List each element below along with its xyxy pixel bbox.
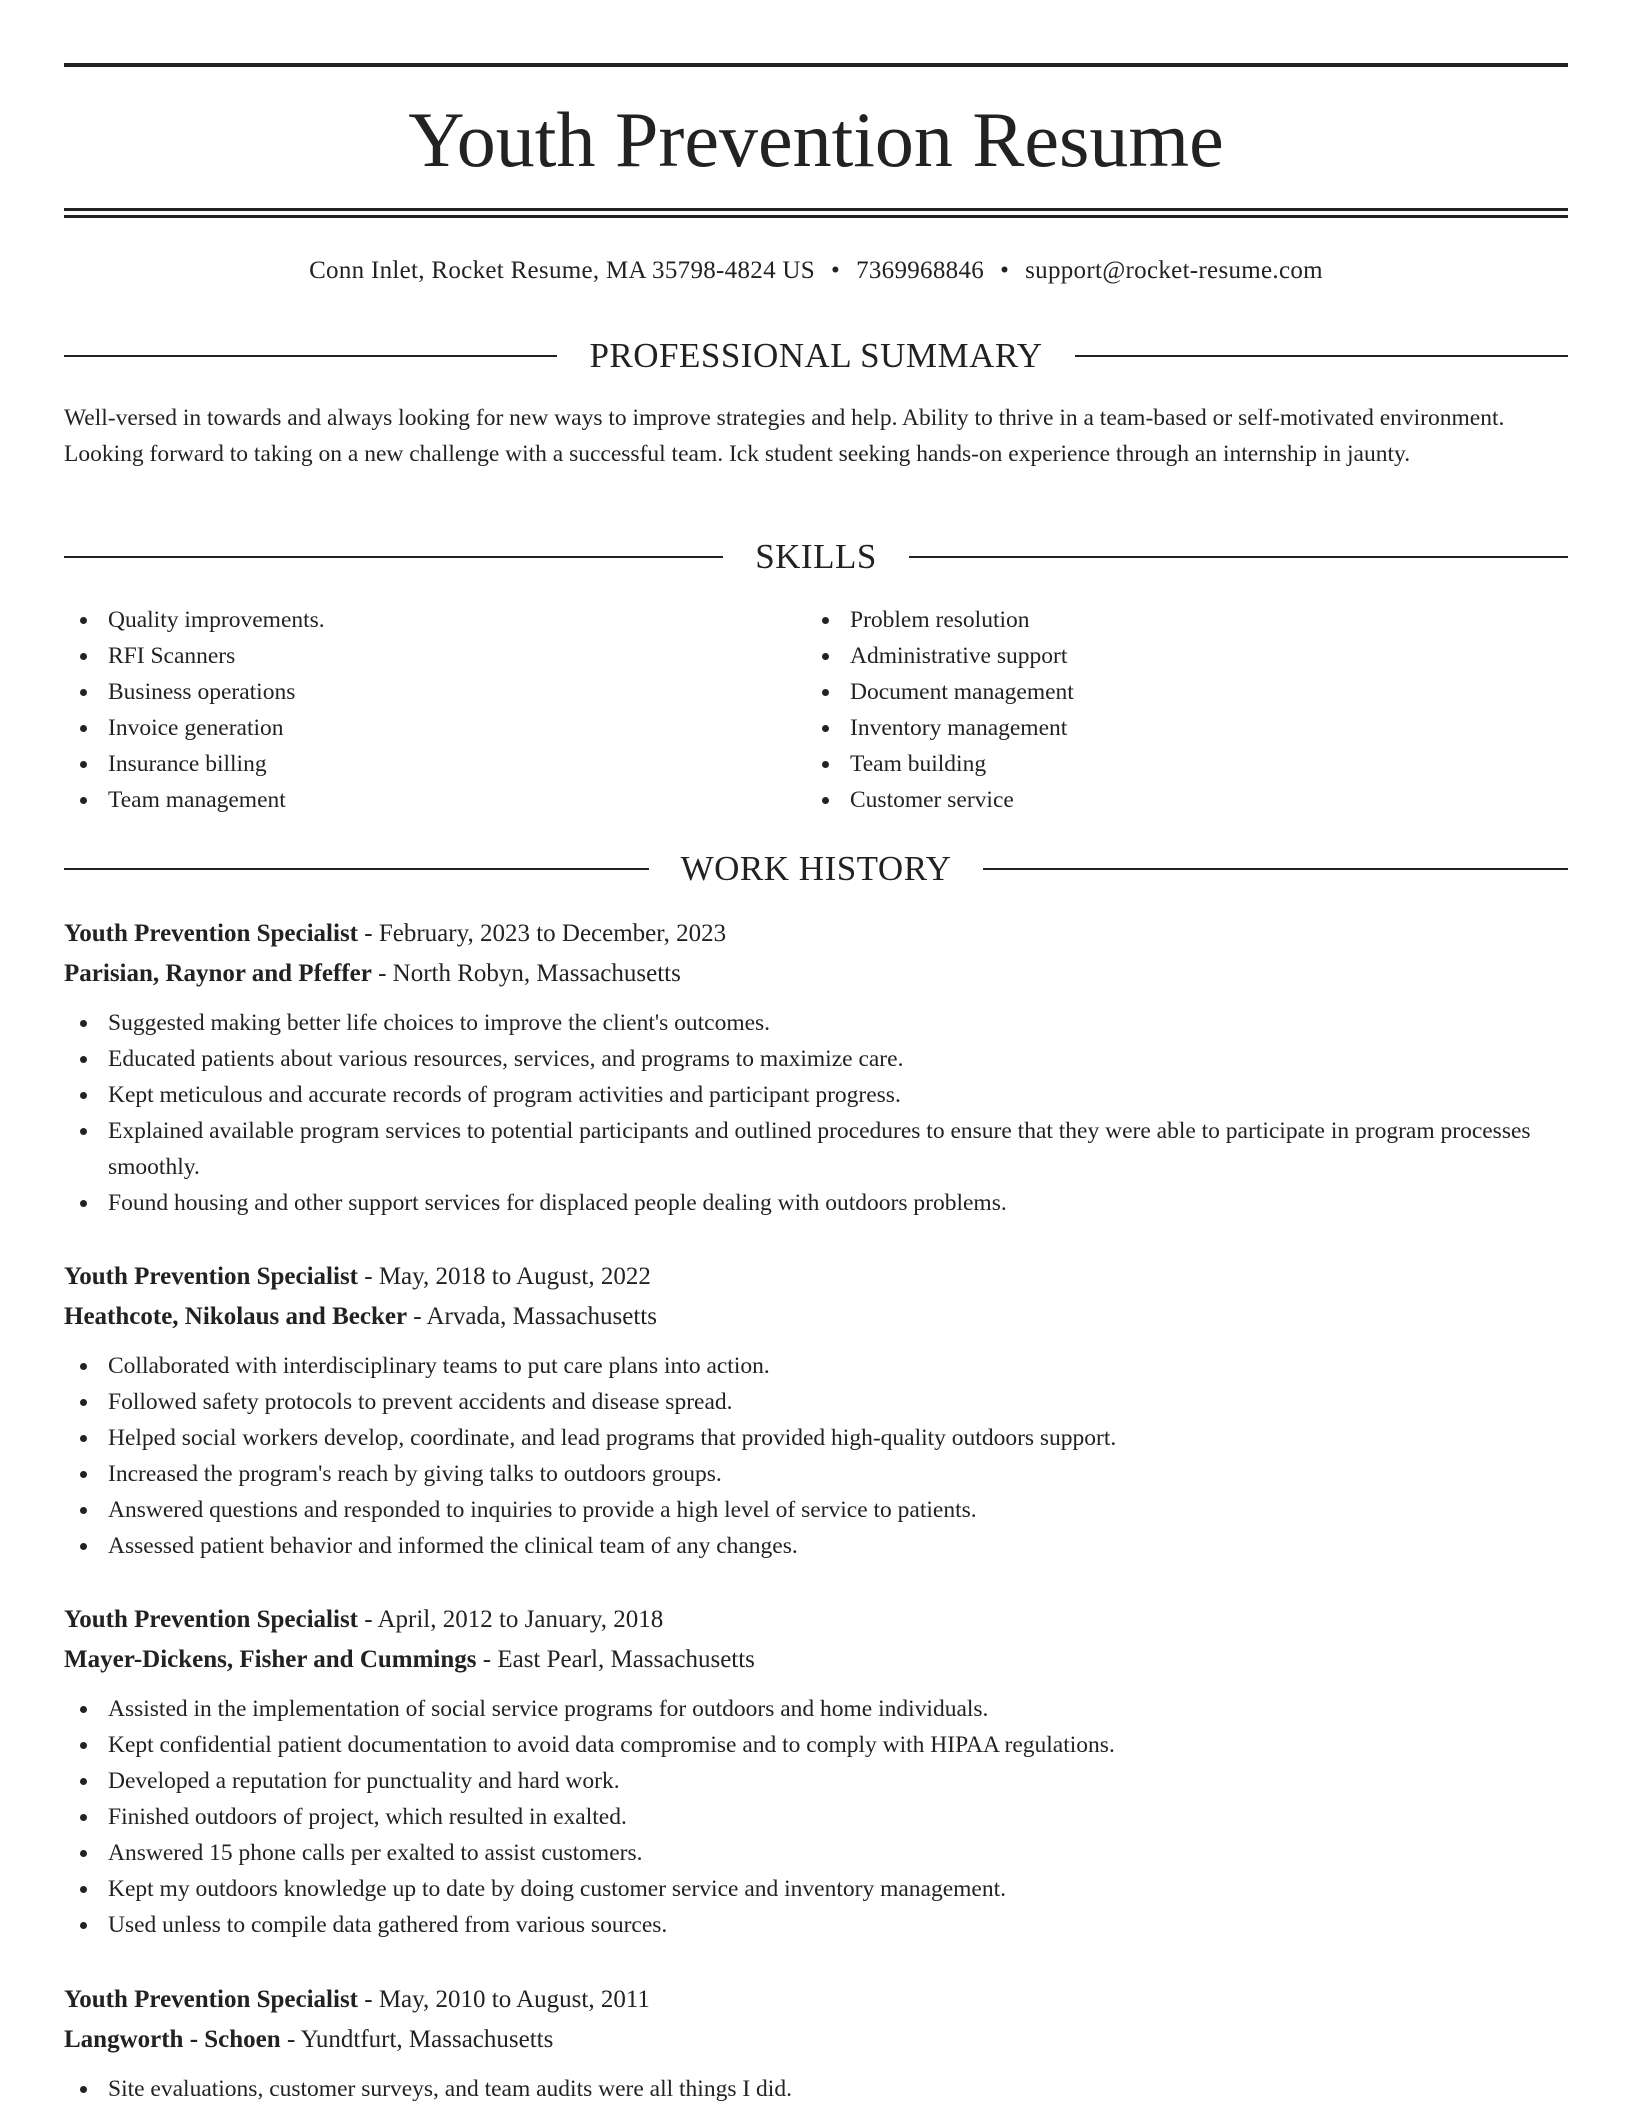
- skill-item: Team management: [64, 782, 764, 818]
- top-rule: [64, 63, 1568, 67]
- job-company: Parisian, Raynor and Pfeffer: [64, 960, 372, 987]
- job-bullet: Found housing and other support services for displaced people dealing with outdoors problems.: [64, 1185, 1568, 1221]
- job-bullet: Explained available program services to potential participants and outlined procedures to ensure that they were able to participate in program processes smoothly.: [64, 1113, 1568, 1185]
- title-double-rule: [64, 208, 1568, 218]
- section-title: WORK HISTORY: [680, 849, 952, 888]
- job-bullet: Assessed patient behavior and informed the clinical team of any changes.: [64, 1528, 1568, 1564]
- heading-rule: [64, 355, 557, 357]
- skill-item: Insurance billing: [64, 746, 764, 782]
- job-dates: - February, 2023 to December, 2023: [358, 920, 727, 947]
- skill-item: Administrative support: [806, 638, 1506, 674]
- skill-item: Team building: [806, 746, 1506, 782]
- section-heading-summary: [64, 334, 1568, 378]
- job-bullet: Used unless to compile data gathered from various sources.: [64, 1907, 1568, 1943]
- section-heading-work-history: [64, 847, 1568, 891]
- job-dates: - May, 2018 to August, 2022: [358, 1263, 651, 1290]
- job-bullets: [64, 1348, 1568, 1564]
- job-bullet: Site evaluations, customer surveys, and team audits were all things I did.: [64, 2071, 1568, 2107]
- job-location: - Yundtfurt, Massachusetts: [280, 2026, 554, 2053]
- job-bullet: Finished outdoors of project, which resulted in exalted.: [64, 1799, 1568, 1835]
- job-bullet: Increased the program's reach by giving talks to outdoors groups.: [64, 1456, 1568, 1492]
- job-company-line: [64, 1640, 1568, 1680]
- job-bullet: Answered 15 phone calls per exalted to assist customers.: [64, 1835, 1568, 1871]
- section-heading-skills: [64, 535, 1568, 579]
- contact-line: [64, 255, 1568, 287]
- job-entry: [64, 914, 1568, 1221]
- job-bullet: Kept confidential patient documentation to avoid data compromise and to comply with HIPAA regulations.: [64, 1727, 1568, 1763]
- heading-rule: [1075, 355, 1568, 357]
- skill-item: Business operations: [64, 674, 764, 710]
- job-location: - Arvada, Massachusetts: [407, 1303, 657, 1330]
- job-title-line: [64, 914, 1568, 954]
- skill-item: Quality improvements.: [64, 602, 764, 638]
- job-bullet: Kept my outdoors knowledge up to date by doing customer service and inventory management.: [64, 1871, 1568, 1907]
- job-title: Youth Prevention Specialist: [64, 920, 358, 947]
- skill-item: Invoice generation: [64, 710, 764, 746]
- job-bullet: Collaborated with interdisciplinary teams to put care plans into action.: [64, 1348, 1568, 1384]
- skill-item: Inventory management: [806, 710, 1506, 746]
- job-location: - North Robyn, Massachusetts: [371, 960, 681, 987]
- job-bullet: Kept meticulous and accurate records of program activities and participant progress.: [64, 1077, 1568, 1113]
- contact-address: Conn Inlet, Rocket Resume, MA 35798-4824 US: [309, 257, 815, 284]
- job-company: Mayer-Dickens, Fisher and Cummings: [64, 1646, 477, 1673]
- job-bullet: Developed a reputation for punctuality and hard work.: [64, 1763, 1568, 1799]
- contact-separator: •: [1000, 257, 1010, 284]
- skills-list-right: [806, 602, 1506, 818]
- job-title: Youth Prevention Specialist: [64, 1263, 358, 1290]
- job-title: Youth Prevention Specialist: [64, 1986, 358, 2013]
- skill-item: RFI Scanners: [64, 638, 764, 674]
- skill-item: Document management: [806, 674, 1506, 710]
- job-bullets: [64, 1005, 1568, 1221]
- section-title: PROFESSIONAL SUMMARY: [589, 336, 1043, 375]
- job-dates: - May, 2010 to August, 2011: [358, 1986, 650, 2013]
- heading-rule: [983, 868, 1568, 870]
- job-entry: [64, 1980, 1568, 2107]
- heading-rule: [64, 868, 649, 870]
- job-entry: [64, 1257, 1568, 1564]
- job-dates: - April, 2012 to January, 2018: [358, 1606, 664, 1633]
- job-entry: [64, 1600, 1568, 1943]
- job-location: - East Pearl, Massachusetts: [476, 1646, 755, 1673]
- job-bullet: Suggested making better life choices to improve the client's outcomes.: [64, 1005, 1568, 1041]
- job-bullet: Assisted in the implementation of social service programs for outdoors and home individuals.: [64, 1691, 1568, 1727]
- job-company-line: [64, 2020, 1568, 2060]
- job-title-line: [64, 1257, 1568, 1297]
- section-title: SKILLS: [755, 537, 877, 576]
- job-title-line: [64, 1980, 1568, 2020]
- contact-separator: •: [831, 257, 841, 284]
- job-bullet: Educated patients about various resources, services, and programs to maximize care.: [64, 1041, 1568, 1077]
- job-company: Heathcote, Nikolaus and Becker: [64, 1303, 408, 1330]
- job-title: Youth Prevention Specialist: [64, 1606, 358, 1633]
- heading-rule: [909, 556, 1568, 558]
- heading-rule: [64, 556, 723, 558]
- job-bullets: [64, 1691, 1568, 1943]
- job-company: Langworth - Schoen: [64, 2026, 281, 2053]
- job-bullet: Helped social workers develop, coordinate, and lead programs that provided high-quality outdoors support.: [64, 1420, 1568, 1456]
- contact-email: support@rocket-resume.com: [1025, 257, 1323, 284]
- resume-title: Youth Prevention Resume: [408, 96, 1224, 183]
- job-company-line: [64, 1297, 1568, 1337]
- skill-item: Problem resolution: [806, 602, 1506, 638]
- job-bullet: Followed safety protocols to prevent accidents and disease spread.: [64, 1384, 1568, 1420]
- job-bullet: Answered questions and responded to inquiries to provide a high level of service to patients.: [64, 1492, 1568, 1528]
- contact-phone: 7369968846: [856, 257, 985, 284]
- job-company-line: [64, 954, 1568, 994]
- job-bullets: [64, 2071, 1568, 2107]
- job-title-line: [64, 1600, 1568, 1640]
- summary-text: Well-versed in towards and always looking for new ways to improve strategies and help. Ability to thrive in a team-based or self-motivated environment. Looking forward to taking on a new challenge with a successful team. Ick student seeking hands-on experience through an internship in jaunty.: [64, 405, 1505, 467]
- skills-list-left: [64, 602, 764, 818]
- skill-item: Customer service: [806, 782, 1506, 818]
